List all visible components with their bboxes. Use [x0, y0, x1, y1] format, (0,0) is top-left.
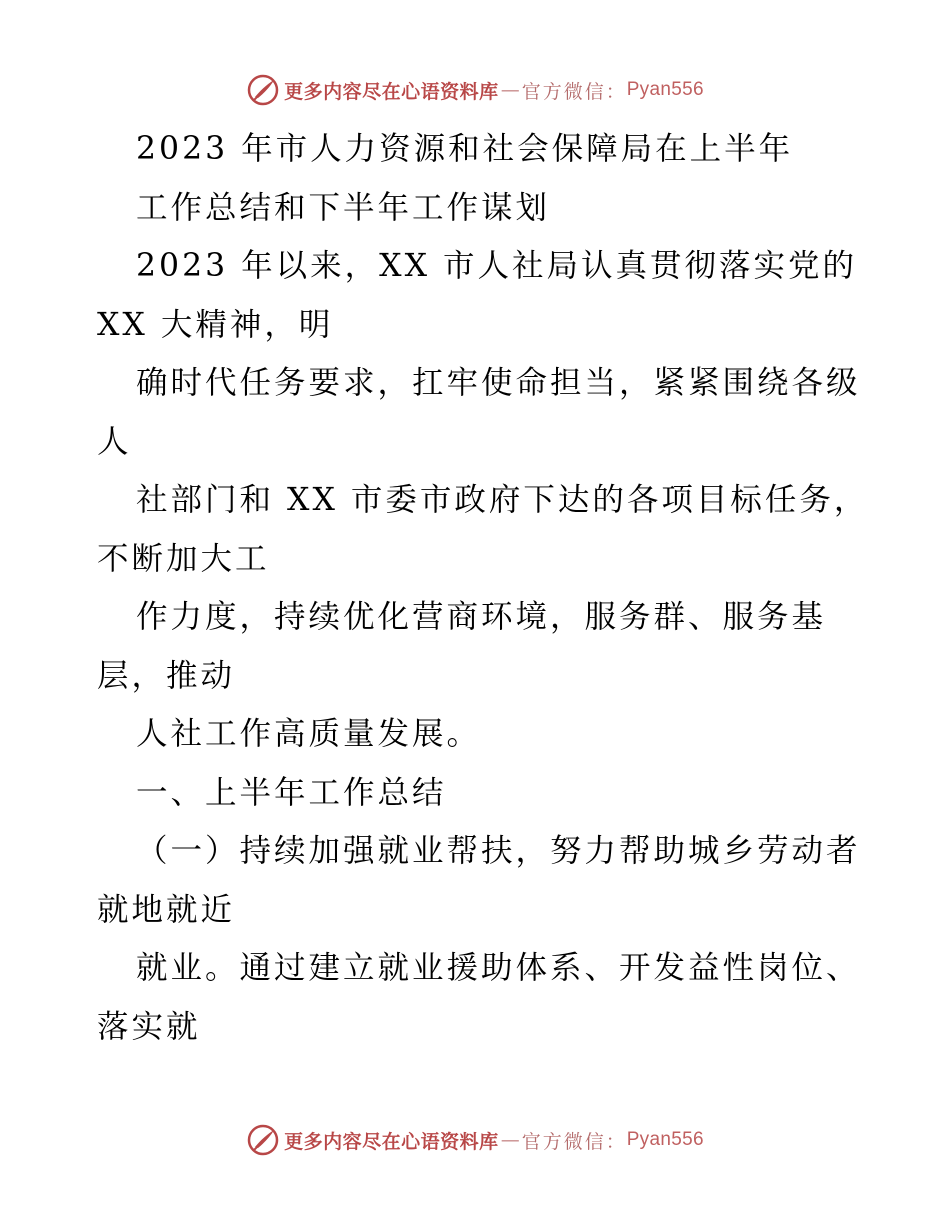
- watermark-id: Pyan556: [626, 1129, 704, 1150]
- doc-line: 2023 年以来，XX 市人社局认真贯彻落实党的: [136, 248, 858, 284]
- doc-line: XX 大精神，明: [97, 306, 334, 343]
- watermark-main-text: 更多内容尽在心语资料库: [284, 1130, 499, 1153]
- document-body: [97, 120, 869, 1056]
- doc-line: 作力度，持续优化营商环境，服务群、服务基: [136, 599, 827, 635]
- watermark-separator: —: [500, 1129, 520, 1151]
- watermark-label: 官方微信：: [521, 80, 627, 103]
- quill-logo-icon: [246, 1123, 280, 1157]
- doc-line: 层，推动: [97, 657, 236, 694]
- watermark-header: [0, 70, 950, 110]
- subsection-heading: （一）持续加强就业帮扶，努力帮助城乡劳动者: [136, 833, 861, 869]
- doc-line: 社部门和 XX 市委市政府下达的各项目标任务，: [136, 482, 869, 518]
- watermark-footer: [0, 1120, 950, 1160]
- doc-line: 人社工作高质量发展。: [136, 716, 482, 752]
- doc-line: 就业。通过建立就业援助体系、开发益性岗位、: [136, 950, 861, 986]
- watermark-label: 官方微信：: [521, 1130, 627, 1153]
- doc-title-line-2: 工作总结和下半年工作谋划: [136, 189, 551, 226]
- doc-line: 确时代任务要求，扛牢使命担当，紧紧围绕各级: [136, 365, 861, 401]
- doc-line: 落实就: [97, 1008, 201, 1045]
- doc-line: 不断加大工: [97, 540, 270, 577]
- doc-line: 人: [97, 423, 132, 460]
- section-heading: 一、上半年工作总结: [136, 774, 447, 811]
- doc-line: 就地就近: [97, 891, 236, 928]
- quill-logo-icon: [246, 73, 280, 107]
- doc-title-line-1: 2023 年市人力资源和社会保障局在上半年: [136, 131, 794, 167]
- watermark-id: Pyan556: [626, 79, 704, 100]
- watermark-separator: —: [500, 79, 520, 101]
- watermark-main-text: 更多内容尽在心语资料库: [284, 80, 499, 103]
